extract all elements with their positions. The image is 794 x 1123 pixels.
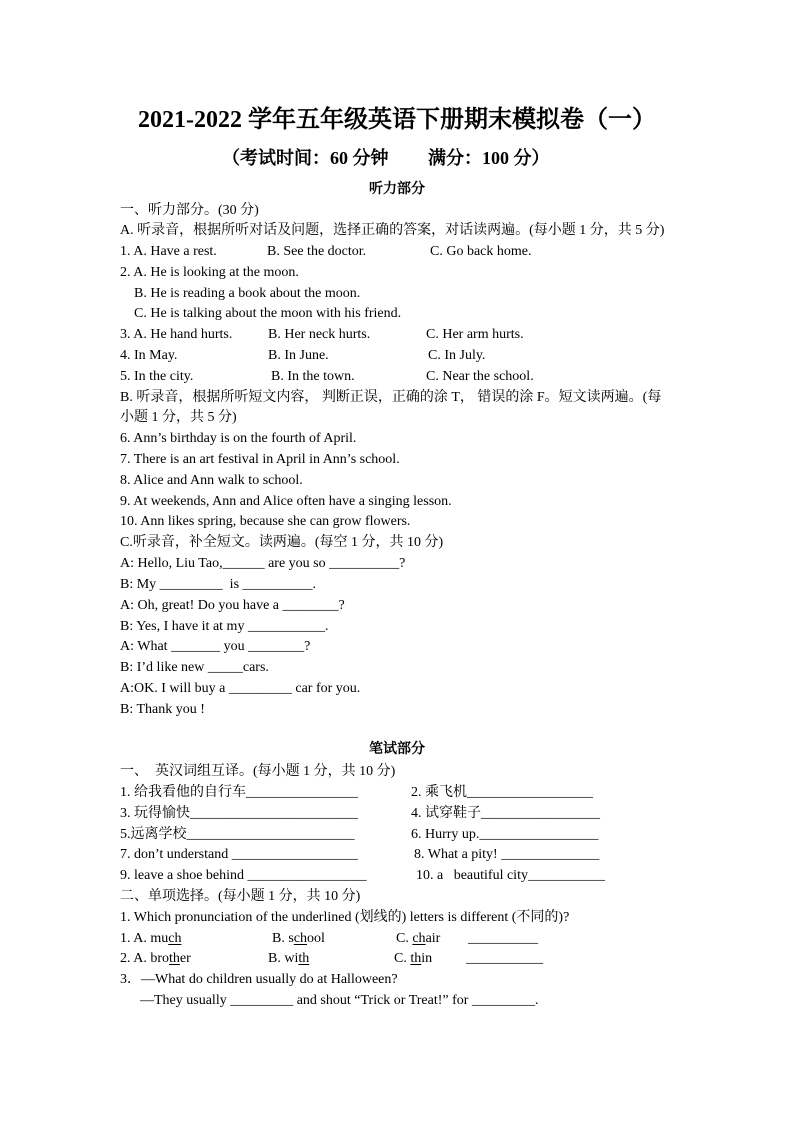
choice-q1-row1-option-a — [120, 931, 181, 947]
listening-q2-option-a: 2. A. He is looking at the moon. — [120, 265, 299, 280]
phrase-6: 6. Hurry up._________________ — [411, 827, 599, 842]
listening-q3-option-b: B. Her neck hurts. — [268, 327, 371, 342]
dialogue-line-7: A:OK. I will buy a _________ car for you. — [120, 681, 361, 696]
statement-6: 6. Ann’s birthday is on the fourth of April. — [120, 431, 357, 446]
listening-q4-option-b: B. In June. — [268, 348, 329, 363]
dialogue-line-4: B: Yes, I have it at my ___________. — [120, 619, 329, 634]
phrase-4: 4. 试穿鞋子_________________ — [411, 806, 600, 821]
choice-q3-question: 3．—What do children usually do at Halloween? — [120, 972, 398, 987]
exam-total-score: 满分：100 分） — [428, 148, 550, 168]
writing-heading: 笔试部分 — [369, 742, 425, 757]
phrase-10: 10. a beautiful city___________ — [416, 868, 605, 883]
underlined-letters: ch — [293, 931, 308, 946]
choice-q1-row1-answer-blank: __________ — [468, 931, 538, 946]
listening-q1-option-c: C. Go back home. — [430, 244, 532, 259]
option-prefix: C. — [396, 931, 413, 946]
choice-q3-answer-line: —They usually _________ and shout “Trick or Treat!” for _________. — [140, 993, 539, 1008]
option-suffix: ool — [307, 931, 325, 946]
phrase-1: 1. 给我看他的自行车________________ — [120, 785, 358, 800]
phrase-2: 2. 乘飞机__________________ — [411, 785, 593, 800]
listening-q3-option-a: 3. A. He hand hurts. — [120, 327, 233, 342]
statement-8: 8. Alice and Ann walk to school. — [120, 473, 303, 488]
option-prefix: C. — [394, 951, 411, 966]
listening-heading: 听力部分 — [369, 182, 425, 197]
section-b-instruction-line-2: 小题 1 分，共 5 分) — [120, 410, 237, 425]
listening-q5-option-a: 5. In the city. — [120, 369, 194, 384]
listening-q1-option-a: 1. A. Have a rest. — [120, 244, 217, 259]
statement-9: 9. At weekends, Ann and Alice often have a singing lesson. — [120, 494, 452, 509]
dialogue-line-5: A: What _______ you ________? — [120, 639, 311, 654]
underlined-letters: th — [169, 951, 180, 966]
phrase-3: 3. 玩得愉快________________________ — [120, 806, 358, 821]
underlined-letters: th — [410, 951, 422, 966]
choice-q1-row1-option-b — [272, 931, 325, 947]
dialogue-line-2: B: My _________ is __________. — [120, 577, 317, 592]
section-c-instruction: C.听录音，补全短文。读两遍。(每空 1 分，共 10 分) — [120, 535, 444, 550]
option-prefix: 2. A. bro — [120, 951, 169, 966]
option-suffix: in — [421, 951, 433, 966]
listening-q1-option-b: B. See the doctor. — [267, 244, 367, 259]
phrase-7: 7. don’t understand __________________ — [120, 847, 358, 862]
option-suffix: er — [179, 951, 191, 966]
dialogue-line-1: A: Hello, Liu Tao,______ are you so __________? — [120, 556, 406, 571]
listening-q5-option-b: B. In the town. — [271, 369, 355, 384]
listening-part-title: 一、听力部分。(30 分) — [120, 203, 259, 218]
choice-q1-row2-option-c — [394, 951, 432, 967]
option-prefix: 1. A. mu — [120, 931, 169, 946]
listening-q2-option-b: B. He is reading a book about the moon. — [134, 286, 361, 301]
listening-q2-option-c: C. He is talking about the moon with his friend. — [134, 306, 402, 321]
choice-q1-row2-option-b — [268, 951, 309, 967]
phrase-8: 8. What a pity! ______________ — [414, 847, 600, 862]
option-prefix: B. wi — [268, 951, 299, 966]
choice-q1-row1-option-c — [396, 931, 440, 947]
exam-duration: （考试时间：60 分钟 — [222, 148, 389, 168]
underlined-letters: th — [298, 951, 310, 966]
translation-part-title: 一、 英汉词组互译。(每小题 1 分，共 10 分) — [120, 764, 396, 779]
choice-part-title: 二、单项选择。(每小题 1 分，共 10 分) — [120, 889, 361, 904]
statement-10: 10. Ann likes spring, because she can grow flowers. — [120, 514, 411, 529]
listening-q4-option-c: C. In July. — [428, 348, 486, 363]
dialogue-line-8: B: Thank you ! — [120, 702, 205, 717]
dialogue-line-6: B: I’d like new _____cars. — [120, 660, 269, 675]
section-b-instruction-line-1: B. 听录音，根据所听短文内容， 判断正误，正确的涂 T， 错误的涂 F。短文读两遍。(每 — [120, 390, 662, 405]
choice-q1-row2-option-a — [120, 951, 191, 967]
underlined-letters: ch — [412, 931, 426, 946]
underlined-letters: ch — [168, 931, 182, 946]
statement-7: 7. There is an art festival in April in Ann’s school. — [120, 452, 400, 467]
exam-title: 2021-2022 学年五年级英语下册期末模拟卷（一） — [138, 107, 656, 133]
choice-q1-row2-answer-blank: ___________ — [466, 951, 543, 966]
listening-q3-option-c: C. Her arm hurts. — [426, 327, 524, 342]
listening-q4-option-a: 4. In May. — [120, 348, 178, 363]
option-prefix: B. s — [272, 931, 294, 946]
choice-q1-stem: 1. Which pronunciation of the underlined (划线的) letters is different (不同的)? — [120, 910, 570, 925]
option-suffix: air — [425, 931, 441, 946]
phrase-5: 5.远离学校________________________ — [120, 827, 355, 842]
section-a-instruction: A. 听录音，根据所听对话及问题，选择正确的答案，对话读两遍。(每小题 1 分，共 5 分) — [120, 223, 665, 238]
listening-q5-option-c: C. Near the school. — [426, 369, 534, 384]
dialogue-line-3: A: Oh, great! Do you have a ________? — [120, 598, 345, 613]
phrase-9: 9. leave a shoe behind _________________ — [120, 868, 367, 883]
